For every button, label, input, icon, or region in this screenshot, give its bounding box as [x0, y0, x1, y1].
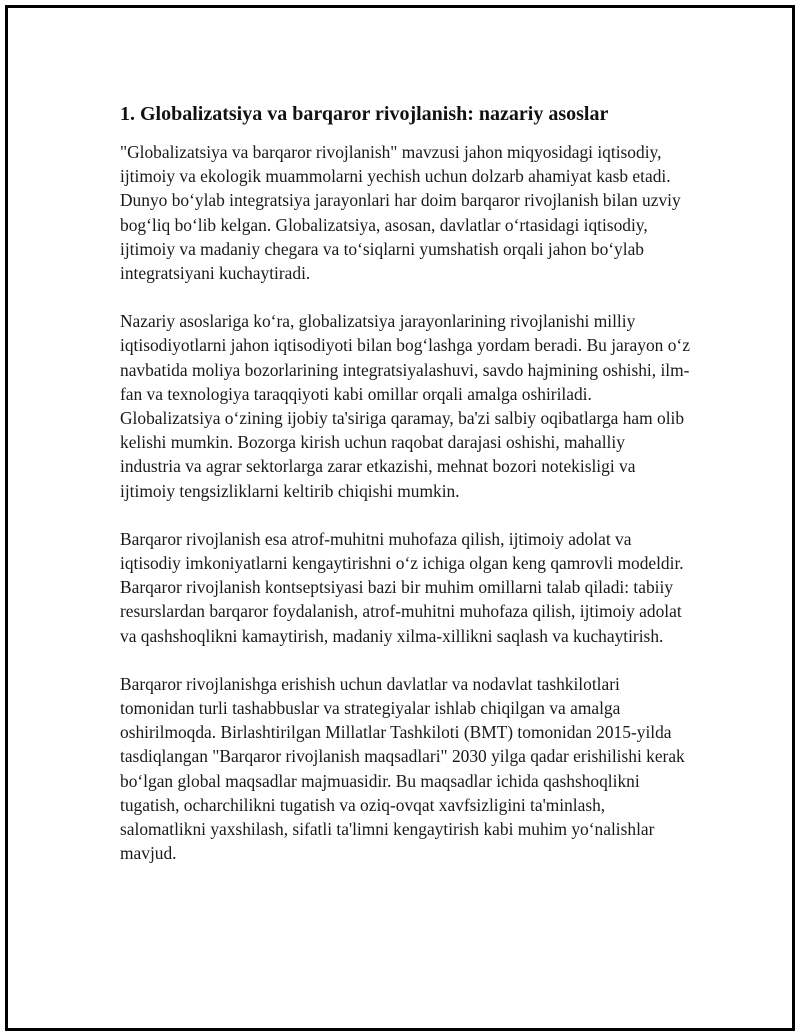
page-frame — [5, 5, 795, 1031]
paragraph-2: Nazariy asoslariga ko‘ra, globalizatsiya jarayonlarining rivojlanishi milliy iqtisodiyotlarni jahon iqtisodiyoti bilan bog‘lashga yordam beradi. Bu jarayon o‘z navbatida moliya bozorlarining integratsiyalashuvi, savdo hajmining oshishi, ilm-fan va texnologiya taraqqiyoti kabi omillar orqali amalga oshiriladi. Globalizatsiya o‘zining ijobiy ta'siriga qaramay, ba'zi salbiy oqibatlarga ham olib kelishi mumkin. Bozorga kirish uchun raqobat darajasi oshishi, mahalliy industria va agrar sektorlarga zarar etkazishi, mehnat bozori notekisligi va ijtimoiy tengsizliklarni keltirib chiqishi mumkin. — [120, 311, 690, 501]
paragraph-3: Barqaror rivojlanish esa atrof-muhitni muhofaza qilish, ijtimoiy adolat va iqtisodiy imkoniyatlarni kengaytirishni o‘z ichiga olgan keng qamrovli modeldir. Barqaror rivojlanish kontseptsiyasi bazi bir muhim omillarni talab qiladi: tabiiy resurslardan barqaror foydalanish, atrof-muhitni muhofaza qilish, ijtimoiy adolat va qashshoqlikni kamaytirish, madaniy xilma-xillikni saqlash va kuchaytirish. — [120, 528, 684, 646]
document-body — [120, 101, 690, 889]
section-heading: 1. Globalizatsiya va barqaror rivojlanish: nazariy asoslar — [120, 103, 609, 125]
paragraph-4: Barqaror rivojlanishga erishish uchun davlatlar va nodavlat tashkilotlari tomonidan turli tashabbuslar va strategiyalar ishlab chiqilgan va amalga oshirilmoqda. Birlashtirilgan Millatlar Tashkiloti (BMT) tomonidan 2015-yilda tasdiqlangan "Barqaror rivojlanish maqsadlari" 2030 yilga qadar erishilishi kerak bo‘lgan global maqsadlar majmuasidir. Bu maqsadlar ichida qashshoqlikni tugatish, ocharchilikni tugatish va oziq-ovqat xavfsizligini ta'minlash, salomatlikni yaxshilash, sifatli ta'limni kengaytirish kabi muhim yo‘nalishlar mavjud. — [120, 673, 685, 864]
paragraph-1: "Globalizatsiya va barqaror rivojlanish" mavzusi jahon miqyosidagi iqtisodiy, ijtimoiy va ekologik muammolarni yechish uchun dolzarb ahamiyat kasb etadi. Dunyo bo‘ylab integratsiya jarayonlari har doim barqaror rivojlanish bilan uzviy bog‘liq bo‘lib kelgan. Globalizatsiya, asosan, davlatlar o‘rtasidagi iqtisodiy, ijtimoiy va madaniy chegara va to‘siqlarni yumshatish orqali jahon bo‘ylab integratsiyani kuchaytiradi. — [120, 142, 681, 284]
